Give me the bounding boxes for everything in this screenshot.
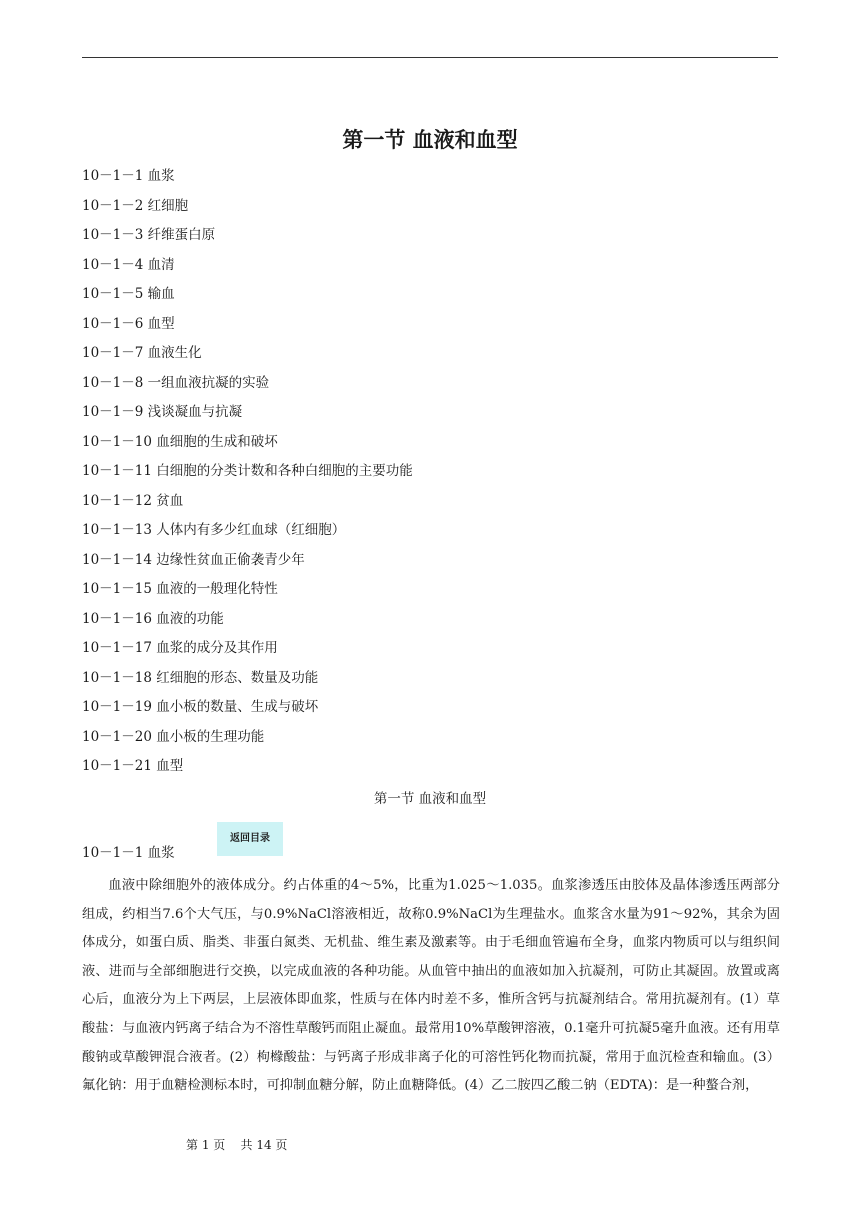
toc-item[interactable]: 10－1－3 纤维蛋白原: [82, 227, 216, 243]
toc-item[interactable]: 10－1－18 红细胞的形态、数量及功能: [82, 669, 319, 686]
section-heading: 10－1－1 血浆: [82, 845, 175, 861]
toc-item[interactable]: 10－1－7 血液生化: [82, 345, 202, 361]
toc-item[interactable]: 10－1－2 红细胞: [82, 197, 189, 214]
toc-item[interactable]: 10－1－1 血浆: [82, 168, 175, 184]
toc-item[interactable]: 10－1－15 血液的一般理化特性: [82, 581, 278, 597]
toc-item[interactable]: 10－1－12 贫血: [82, 492, 184, 509]
back-to-toc-button[interactable]: 返回目录: [217, 822, 283, 856]
toc-item[interactable]: 10－1－5 输血: [82, 286, 175, 302]
toc-item[interactable]: 10－1－4 血清: [82, 256, 175, 273]
header-rule: [82, 57, 778, 58]
body-paragraph: 血液中除细胞外的液体成分。约占体重的4～5%，比重为1.025～1.035。血浆渗透压由胶体及晶体渗透压两部分组成，约相当7.6个大气压，与0.9%NaCl溶液相近，故称0.9%NaCl为生理盐水。血浆含水量为91～92%，其余为固体成分，如蛋白质、脂类、非蛋白氮类、无机盐、维生素及激素等。由于毛细血管遍布全身，血浆内物质可以与组织间液、进而与全部细胞进行交换，以完成血液的各种功能。从血管中抽出的血液如加入抗凝剂，可防止其凝固。放置或离心后，血液分为上下两层，上层液体即血浆，性质与在体内时差不多，惟所含钙与抗凝剂结合。常用抗凝剂有。(1）草酸盐：与血液内钙离子结合为不溶性草酸钙而阻止凝血。最常用10%草酸钾溶液，0.1毫升可抗凝5毫升血液。还有用草酸钠或草酸钾混合液者。(2）枸橼酸盐：与钙离子形成非离子化的可溶性钙化物而抗凝，常用于血沉检查和输血。(3）氟化钠：用于血糖检测标本时，可抑制血糖分解，防止血糖降低。(4）乙二胺四乙酸二钠（EDTA)：是一种螯合剂，: [82, 878, 780, 1094]
toc-item[interactable]: 10－1－21 血型: [82, 758, 184, 774]
page-title: 第一节 血液和血型: [342, 128, 518, 152]
toc-item[interactable]: 10－1－9 浅谈凝血与抗凝: [82, 404, 243, 420]
toc-item[interactable]: 10－1－14 边缘性贫血正偷袭青少年: [82, 551, 305, 568]
toc-item[interactable]: 10－1－13 人体内有多少红血球（红细胞）: [82, 522, 346, 538]
toc-item[interactable]: 10－1－16 血液的功能: [82, 610, 224, 627]
toc-item[interactable]: 10－1－19 血小板的数量、生成与破坏: [82, 699, 319, 715]
toc-item[interactable]: 10－1－11 白细胞的分类计数和各种白细胞的主要功能: [82, 463, 413, 479]
toc-item[interactable]: 10－1－20 血小板的生理功能: [82, 728, 265, 745]
toc-item[interactable]: 10－1－8 一组血液抗凝的实验: [82, 374, 270, 391]
page-footer: 第 1 页 共 14 页: [186, 1138, 288, 1152]
table-of-contents: [82, 162, 413, 782]
toc-item[interactable]: 10－1－6 血型: [82, 315, 175, 332]
toc-item[interactable]: 10－1－17 血浆的成分及其作用: [82, 640, 278, 656]
section-subtitle: 第一节 血液和血型: [373, 791, 487, 807]
toc-item[interactable]: 10－1－10 血细胞的生成和破坏: [82, 433, 278, 450]
